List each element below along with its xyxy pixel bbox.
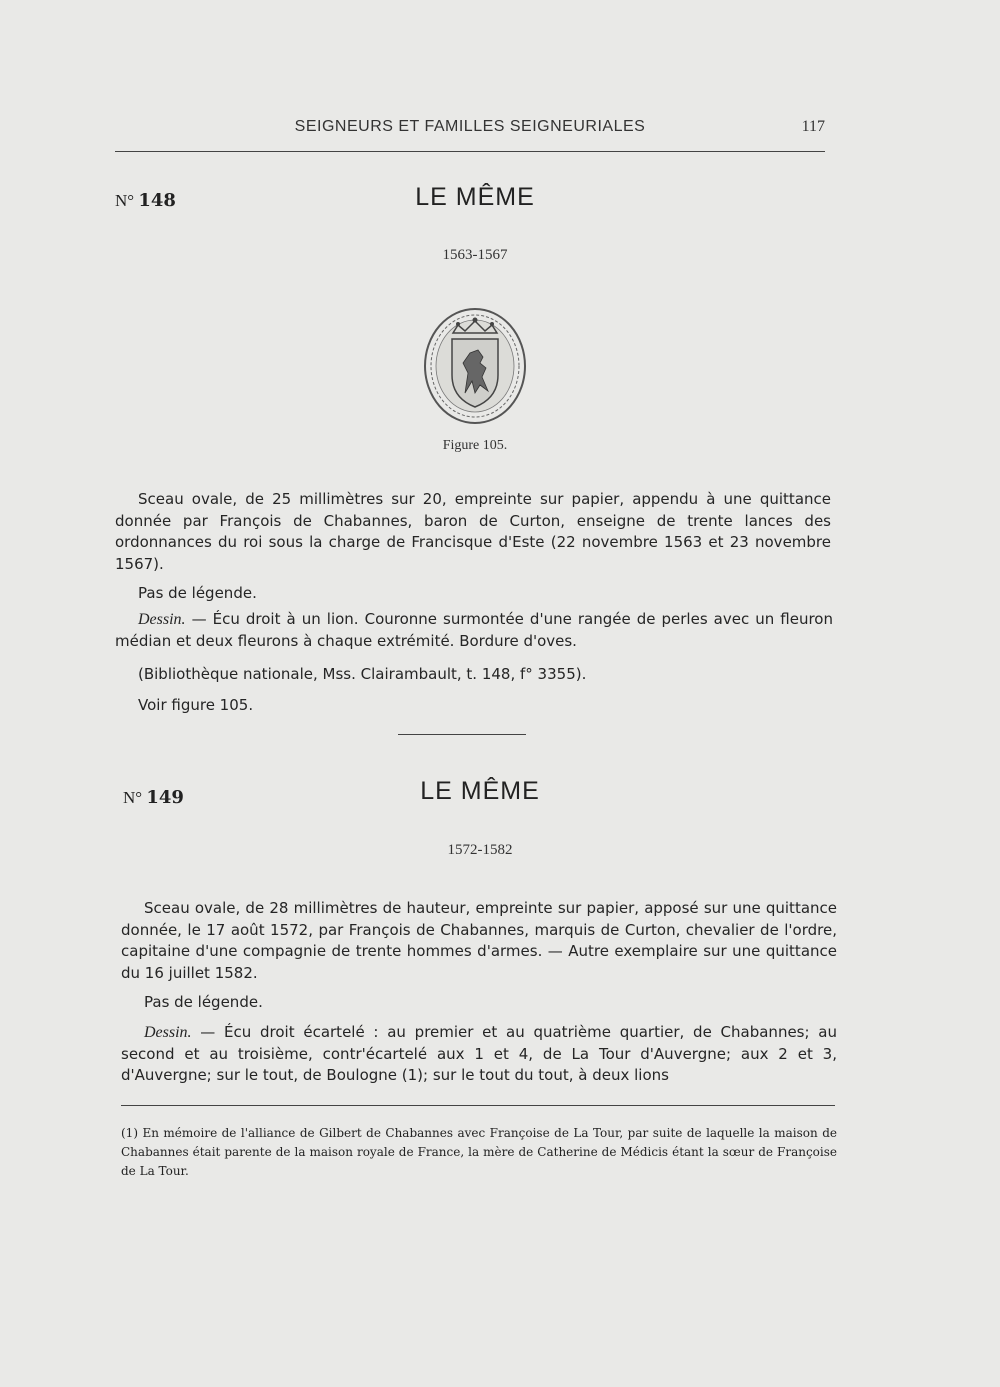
section-divider [398,734,526,735]
footnote-rule [121,1105,835,1106]
entry-148-title: LE MÊME [415,183,535,211]
entry-149-number-value: 149 [146,787,184,808]
entry-148-description: Sceau ovale, de 25 millimètres sur 20, empreinte sur papier, appendu à une quittance donnée par François de Chabannes, baron de Curton, enseigne de trente lances des ordonnances du roi sous la charge de Francisque d'Este (22 novembre 1563 et 23 novembre 1567). [115,490,831,573]
running-header [115,118,825,142]
entry-149-number [123,787,184,808]
running-title: SEIGNEURS ET FAMILLES SEIGNEURIALES [294,118,646,135]
entry-148-see-figure: Voir figure 105. [138,696,254,714]
entry-148-source: (Bibliothèque nationale, Mss. Clairambault, t. 148, f° 3355). [138,665,587,683]
entry-149-dates: 1572-1582 [447,842,513,858]
entry-148-number-prefix: N° [115,191,135,210]
entry-149-number-prefix: N° [123,788,143,807]
footnote: (1) En mémoire de l'alliance de Gilbert de Chabannes avec Françoise de La Tour, par suite de laquelle la maison de Chabannes était parente de la maison royale de France, la mère de Catherine de Médicis étant la sœur de Françoise de La Tour. [121,1126,837,1178]
entry-149-title: LE MÊME [420,777,540,805]
page-number: 117 [801,118,825,135]
entry-148-dessin [115,609,833,652]
entry-148-dessin-label: Dessin. [138,611,186,628]
entry-149-dessin [121,1022,837,1087]
seal-figure-105 [420,303,530,428]
entry-148-number-value: 148 [138,190,176,211]
figure-105-caption: Figure 105. [442,438,508,453]
entry-149-description: Sceau ovale, de 28 millimètres de hauteur, empreinte sur papier, apposé sur une quittance donnée, le 17 août 1572, par François de Chabannes, marquis de Curton, chevalier de l'ordre, capitaine d'une compagnie de trente hommes d'armes. — Autre exemplaire sur une quittance du 16 juillet 1582. [121,899,837,982]
entry-148-dessin-text: — Écu droit à un lion. Couronne surmontée d'une rangée de perles avec un fleuron médian et deux fleurons à chaque extrémité. Bordure d'oves. [115,610,833,650]
entry-148-number [115,190,176,211]
entry-149-dessin-text: — Écu droit écartelé : au premier et au quatrième quartier, de Chabannes; au second et au troisième, contr'écartelé aux 1 et 4, de La Tour d'Auvergne; aux 2 et 3, d'Auvergne; sur le tout, de Boulogne (1); sur le tout du tout, à deux lions [121,1023,837,1084]
entry-149-dessin-label: Dessin. [144,1024,192,1041]
entry-149-legend: Pas de légende. [144,993,263,1011]
header-rule [115,151,825,152]
entry-148-dates: 1563-1567 [442,247,508,263]
entry-148-legend: Pas de légende. [138,584,257,602]
